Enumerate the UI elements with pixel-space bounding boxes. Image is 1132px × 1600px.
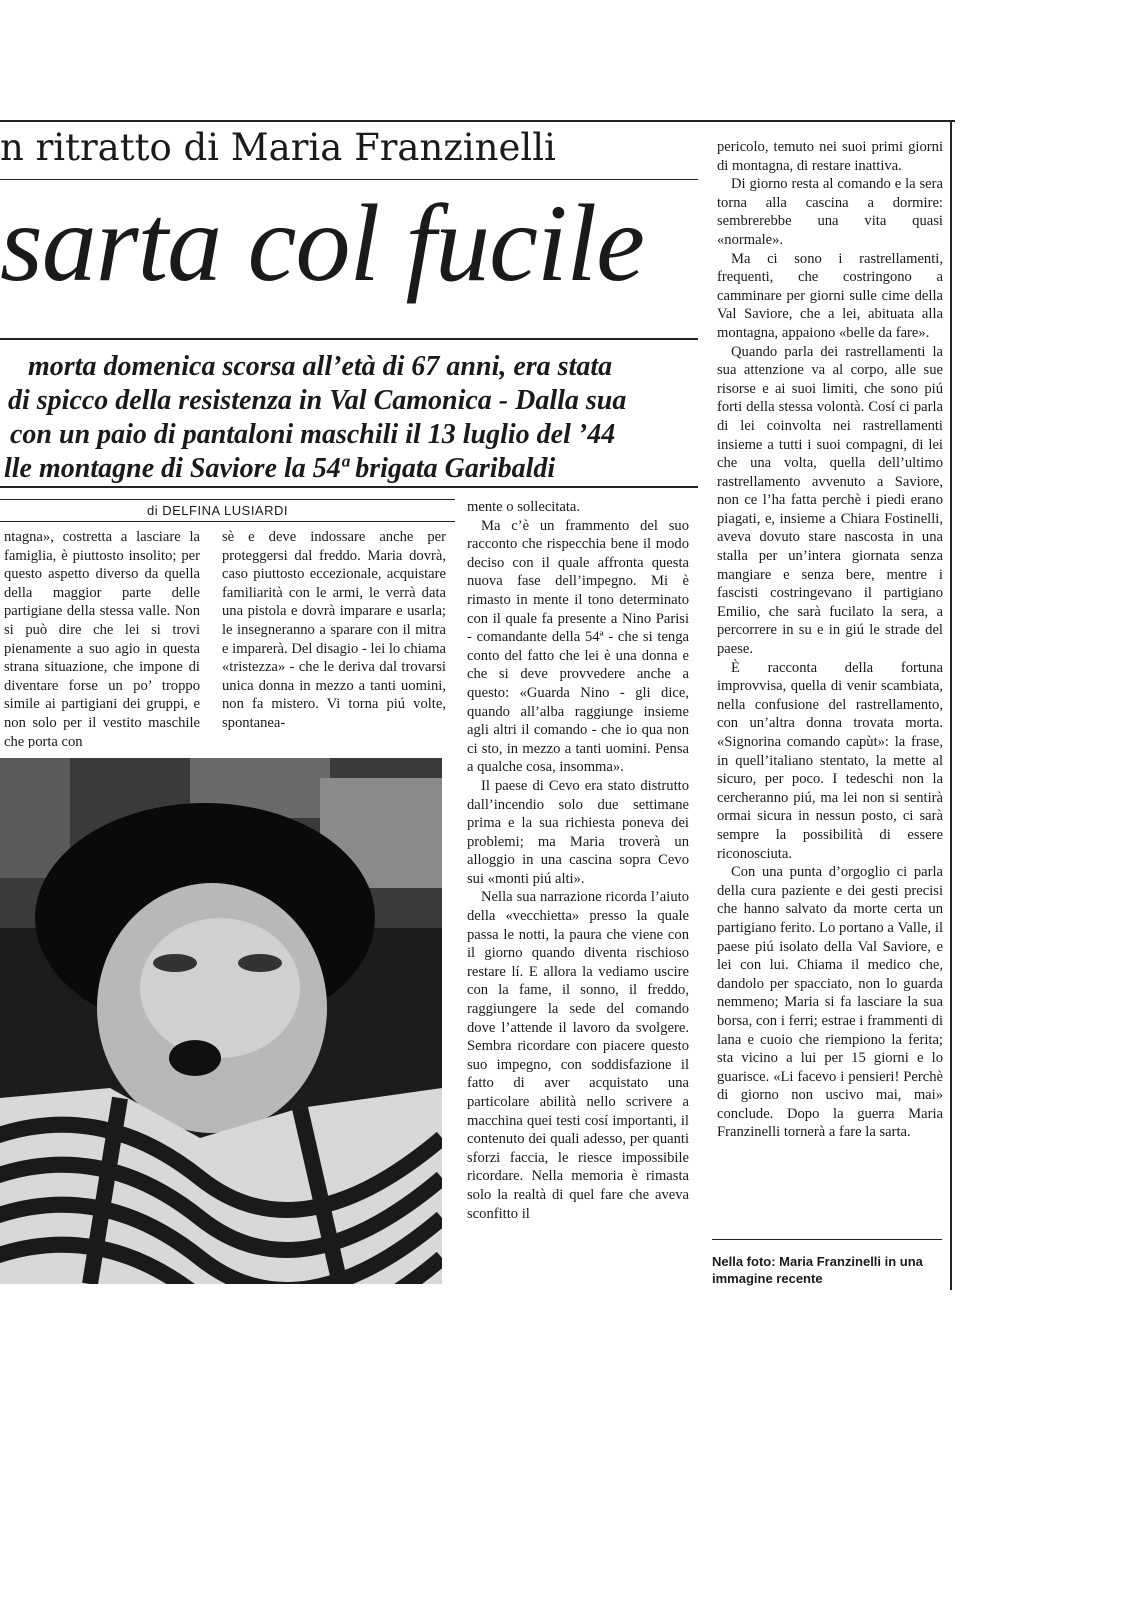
subhead-line: lle montagne di Saviore la 54ª brigata Garibaldi bbox=[4, 453, 556, 484]
article-column-2 bbox=[222, 528, 446, 750]
photo-caption: Nella foto: Maria Franzinelli in una immagine recente bbox=[712, 1254, 923, 1286]
portrait-image bbox=[0, 758, 442, 1284]
kicker: n ritratto di Maria Franzinelli bbox=[0, 126, 556, 169]
paragraph: Quando parla dei rastrellamenti la sua attenzione va al corpo, alle sue risorse e ai suoi limiti, che sono piú forti della stessa volontà. Cosí ci parla di lei coinvolta nei rastrellamenti insieme a tutti i suoi compagni, di lei che una volta, quella dell’ultimo rastrellamento avvenuto a Saviore, non ce l’ha fatta perchè i piedi erano piagati, e, insieme a Chiara Fostinelli, aveva dovuto stare nascosta in una stalla per un’intera giornata senza mangiare e senza bere, mentre i fascisti costringevano il partigiano Emilio, che sarà fucilato la sera, a percorrere in su e in giú le strade del paese. bbox=[717, 343, 943, 658]
article-column-3 bbox=[467, 498, 689, 1274]
paragraph: Ma c’è un frammento del suo racconto che rispecchia bene il modo deciso con il quale affronta questa nuova fase dell’impegno. Mi è rimasto in mente il tono determinato con il quale fa presente a Nino Parisi - comandante della 54ª - che si tenga conto del fatto che lei è una donna e che si deve provvedere anche a questo: «Guarda Nino - gli dice, quando all’alba raggiunge insieme agli altri il comando - che io qua non ci sto, in mezzo a tanti uomini. Pensa a qualche cosa, insomma». bbox=[467, 517, 689, 776]
subhead-rule bbox=[0, 486, 698, 488]
headline-rule bbox=[0, 338, 698, 340]
paragraph: sè e deve indossare anche per proteggersi dal freddo. Maria dovrà, caso piuttosto eccezionale, acquistare familiarità con le armi, le verrà data una pistola e dovrà imparare e usarla; le insegneranno a sparare con il mitra e imparerà. Del disagio - lei lo chiama «tristezza» - che le deriva dal trovarsi unica donna in mezzo a tanti uomini, non fa mistero. Vi torna piú volte, spontanea- bbox=[222, 529, 446, 731]
subhead bbox=[0, 350, 700, 486]
byline-rule-bottom bbox=[0, 521, 455, 522]
caption-rule bbox=[712, 1239, 942, 1240]
article-column-4 bbox=[717, 138, 943, 1238]
byline: di DELFINA LUSIARDI bbox=[147, 503, 288, 518]
paragraph: ntagna», costretta a lasciare la famiglia, è piuttosto insolito; per questo aspetto diverso da quella della maggior parte delle partigiane della stessa valle. Non si può dire che lei si trovi pienamente a suo agio in questa strana situazione, che impone di diventare forse un po’ troppo simile ai partigiani dei gruppi, e non solo per il vestito maschile che porta con bbox=[4, 529, 200, 748]
article-column-1 bbox=[0, 528, 200, 748]
subhead-line: morta domenica scorsa all’età di 67 anni, era stata bbox=[28, 351, 613, 382]
subhead-line: di spicco della resistenza in Val Camonica - Dalla sua bbox=[8, 385, 627, 416]
subhead-line: con un paio di pantaloni maschili il 13 luglio del ’44 bbox=[10, 419, 616, 450]
byline-rule-top bbox=[0, 499, 455, 500]
paragraph: È racconta della fortuna improvvisa, quella di venir scambiata, nella confusione del rastrellamento, con un’altra donna trovata morta. «Signorina comando capùt»: la frase, in quell’italiano stentato, la mette al sicuro, per poco. I tedeschi non la cercheranno piú, ma lei non si sentirà ormai sicura in nessun posto, ci sarà sempre la possibilità di essere riconosciuta. bbox=[717, 659, 943, 862]
paragraph: mente o sollecitata. bbox=[467, 499, 581, 515]
portrait-photo bbox=[0, 758, 442, 1284]
paragraph: pericolo, temuto nei suoi primi giorni di montagna, di restare inattiva. bbox=[717, 139, 943, 174]
paragraph: Il paese di Cevo era stato distrutto dall’incendio solo due settimane prima e la sua richiesta poneva dei problemi; ma Maria troverà un alloggio in una cascina sopra Cevo sui «monti piú alti». bbox=[467, 777, 689, 887]
top-rule bbox=[0, 120, 955, 122]
right-border bbox=[950, 120, 952, 1290]
paragraph: Nella sua narrazione ricorda l’aiuto della «vecchietta» presso la quale passa le notti, la paura che viene con il giorno quando diventa rischioso restare lí. E allora la vediamo uscire con la fame, il sonno, il freddo, raggiungere la sede del comando dove l’attende il lavoro da svolgere. Sembra ricordare con piacere questo suo impegno, con soddisfazione il fatto di aver acquistato una particolare abilità nello scrivere a macchina quei testi cosí importanti, il contenuto dei quali adesso, per quanti sforzi faccia, le riesce impossibile ricordare. Nella memoria è rimasta solo la realtà di quel fare che aveva sconfitto il bbox=[467, 889, 689, 1222]
headline: sarta col fucile bbox=[0, 182, 644, 304]
paragraph: Ma ci sono i rastrellamenti, frequenti, che costringono a camminare per giorni sulle cime della Val Saviore, che a lei, abituata alla montagna, appaiono «belle da fare». bbox=[717, 250, 943, 341]
paragraph: Con una punta d’orgoglio ci parla della cura paziente e dei gesti precisi che hanno salvato da morte certa un partigiano ferito. Lo portano a Valle, il paese piú isolato della Val Saviore, e lei con lui. Chiama il medico che, dandolo per spacciato, non lo guarda nemmeno; Maria si fa lasciare la sua borsa, con i ferri; estrae i frammenti di lana e cuoio che riempiono la ferita; sta vicino a lui per 15 giorni e lo guarisce. «Li facevo i pensieri! Perchè di giorno non uscivo mai, mai» conclude. Dopo la guerra Maria Franzinelli tornerà a fare la sarta. bbox=[717, 864, 943, 1141]
paragraph: Di giorno resta al comando e la sera torna alla cascina a dormire: sembrerebbe una vita quasi «normale». bbox=[717, 176, 943, 248]
